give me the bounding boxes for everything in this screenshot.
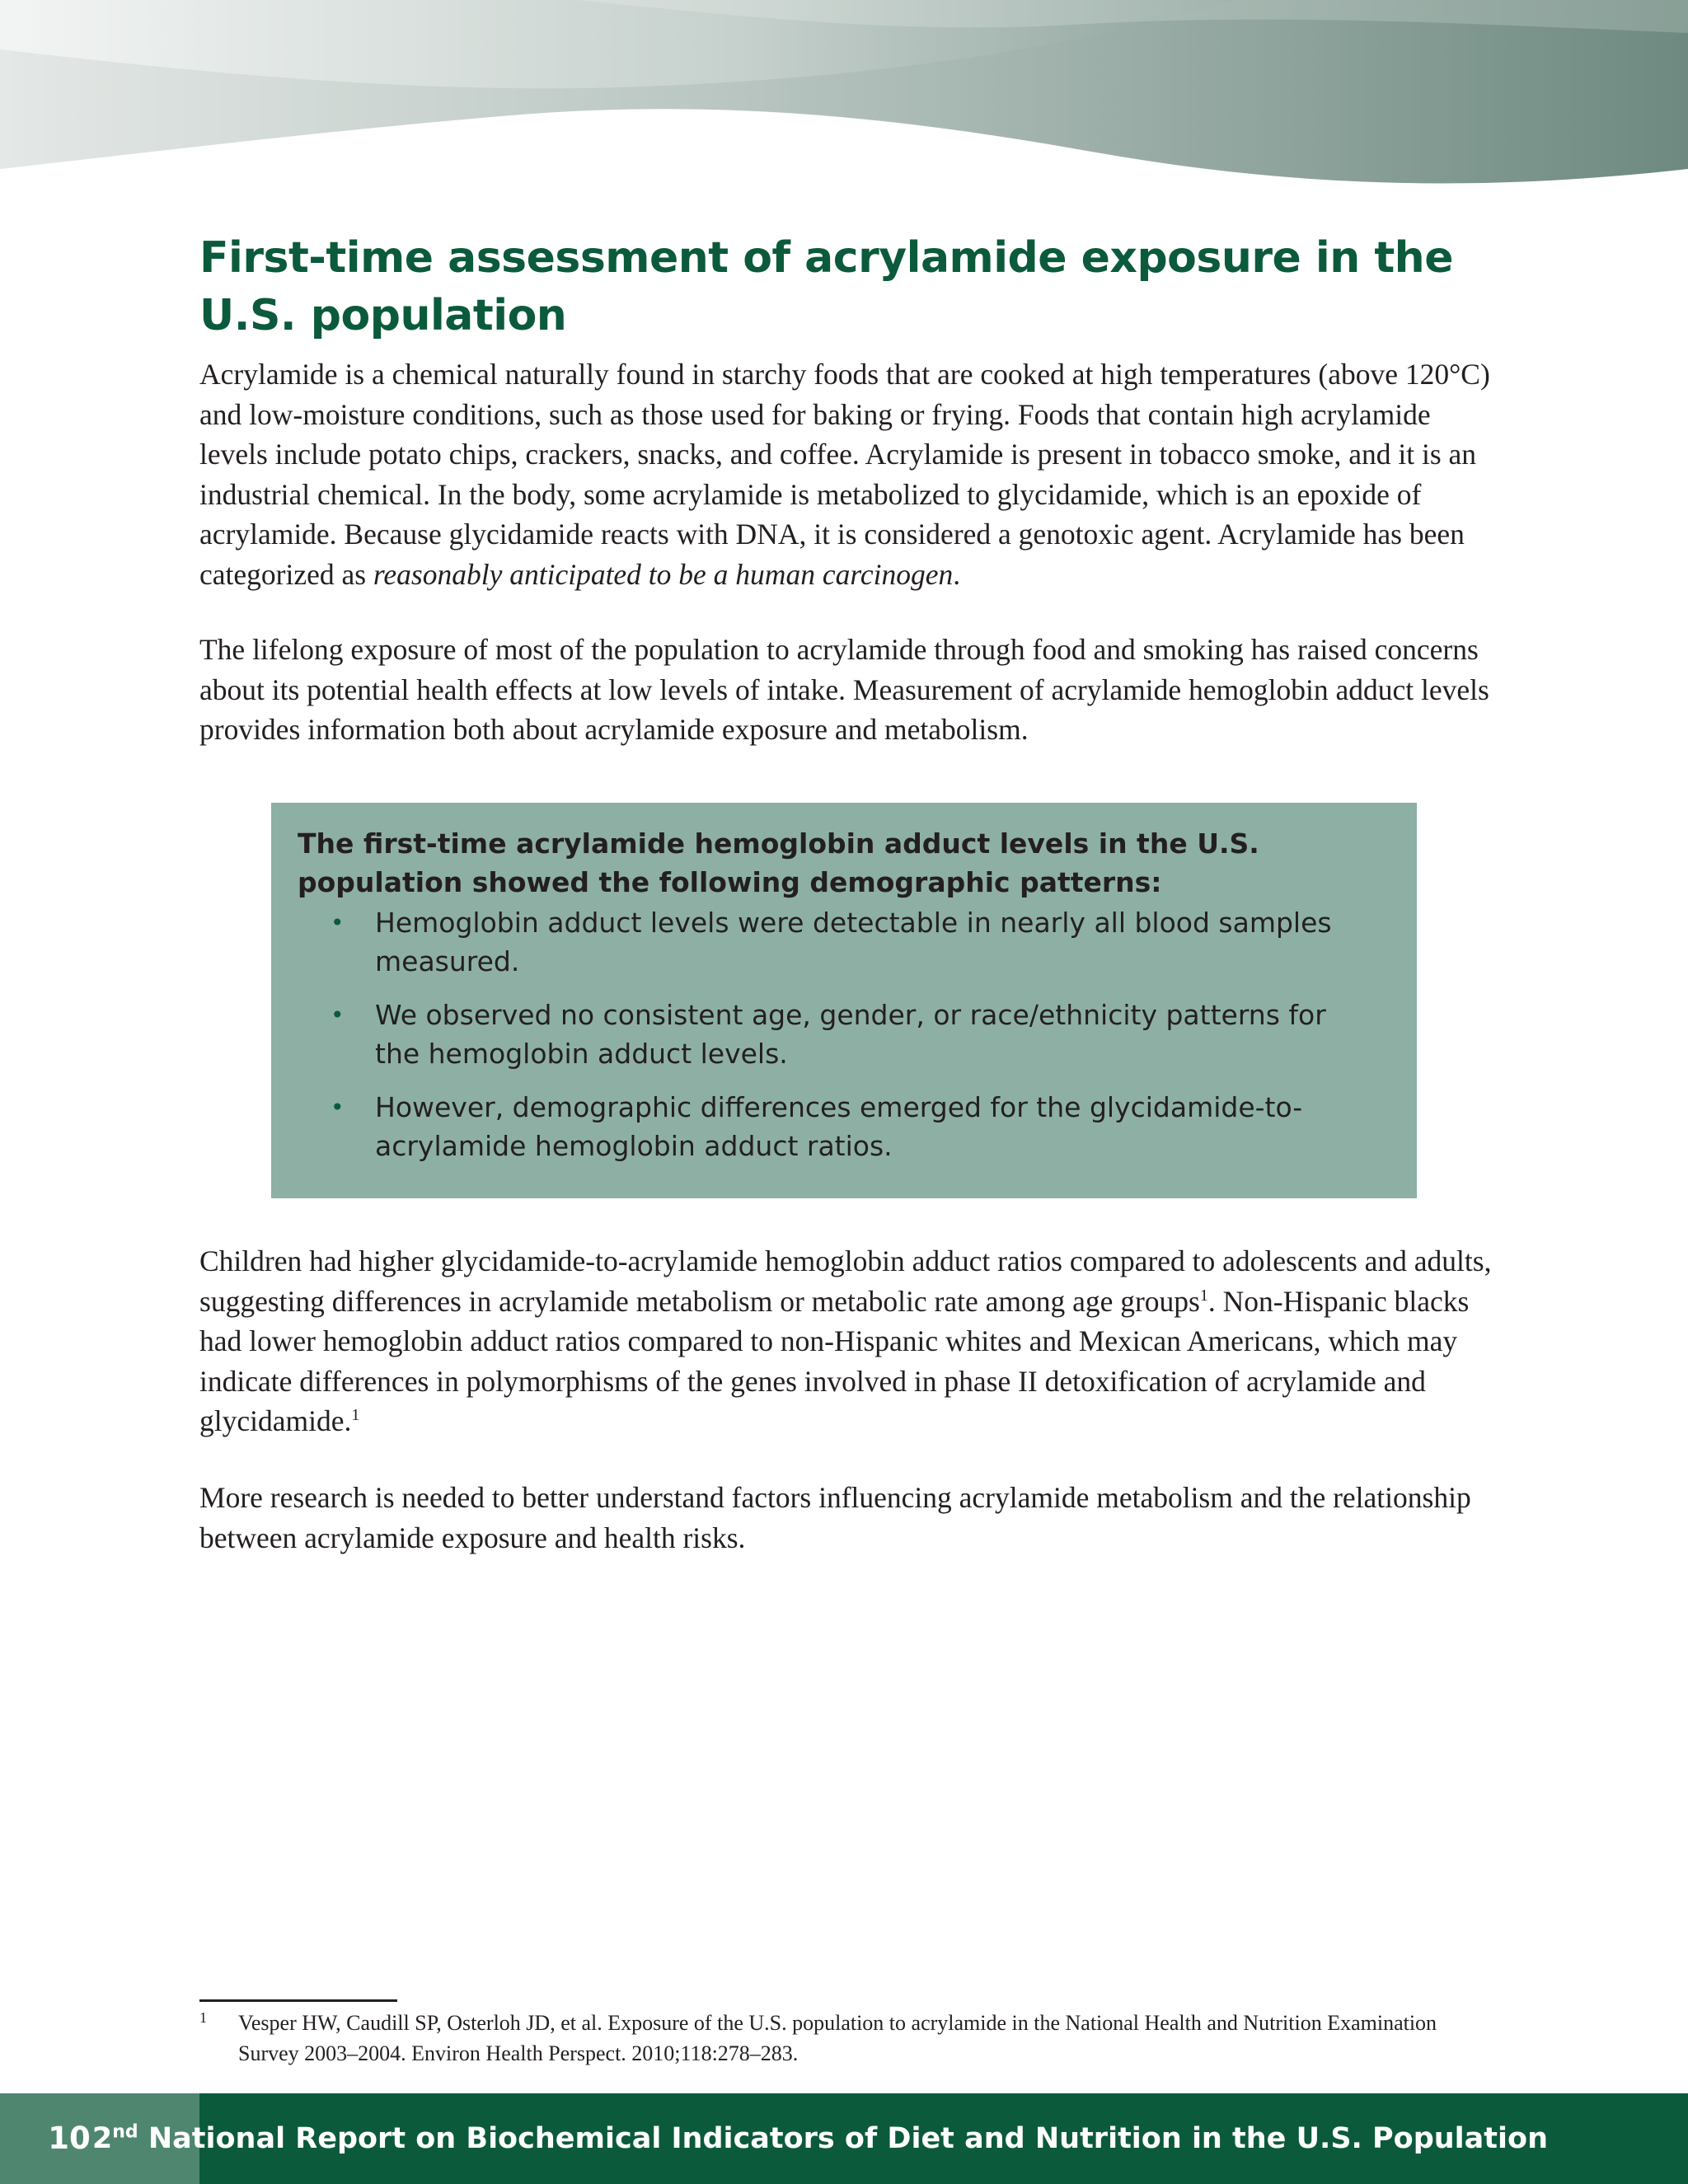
header-wave-banner — [0, 0, 1688, 198]
page-title: First-time assessment of acrylamide exposure in the U.S. population — [199, 233, 1453, 340]
intro-paragraph — [199, 354, 1502, 594]
intro-paragraph-end: . — [953, 557, 961, 591]
report-title-number: 2 — [91, 2122, 113, 2155]
footnote-divider — [199, 1999, 397, 2002]
research-paragraph: More research is needed to better understand factors influencing acrylamide metabolism and the relationship between acrylamide exposure and health risks. — [199, 1481, 1471, 1554]
ratios-paragraph-part1: Children had higher glycidamide-to-acrylamide hemoglobin adduct ratios compared to adolescents and adults, suggesting differences in acrylamide metabolism or metabolic rate among age groups — [199, 1244, 1492, 1318]
callout-list-item — [298, 903, 1369, 981]
callout-list-item — [298, 1088, 1369, 1165]
report-title — [92, 2093, 1548, 2184]
bullet-icon: • — [331, 909, 345, 936]
bullet-icon: • — [331, 1001, 345, 1029]
footnote-reference[interactable]: 1 — [1199, 1286, 1208, 1305]
callout-item-text: We observed no consistent age, gender, or race/ethnicity patterns for the hemoglobin adduct levels. — [375, 999, 1326, 1070]
callout-item-text: However, demographic differences emerged for the glycidamide-to-acrylamide hemoglobin adduct ratios. — [375, 1091, 1303, 1162]
callout-heading: The first-time acrylamide hemoglobin adduct levels in the U.S. population showed the following demographic patterns: — [298, 827, 1259, 898]
ratios-paragraph-part2: . Non-Hispanic blacks had lower hemoglobin adduct ratios compared to non-Hispanic whites and Mexican Americans, which may indicate differences in polymorphisms of the genes involved in phase II detoxification of acrylamide and glycidamide. — [199, 1284, 1470, 1437]
exposure-paragraph: The lifelong exposure of most of the population to acrylamide through food and smoking has raised concerns about its potential health effects at low levels of intake. Measurement of acrylamide hemoglobin adduct levels provides information both about acrylamide exposure and metabolism. — [199, 633, 1489, 746]
callout-list — [298, 903, 1369, 1180]
footnote-reference[interactable]: 1 — [351, 1406, 360, 1425]
footnote-text: Vesper HW, Caudill SP, Osterloh JD, et al. Exposure of the U.S. population to acrylamide in the National Health and Nutrition Examination Survey 2003–2004. Environ Health Perspect. 2010;118:278–283. — [238, 2011, 1437, 2065]
page-footer — [0, 2093, 1688, 2184]
report-title-text: National Report on Biochemical Indicators of Diet and Nutrition in the U.S. Population — [138, 2122, 1548, 2155]
page-number: 10 — [48, 2121, 91, 2156]
callout-list-item — [298, 996, 1369, 1073]
callout-item-text: Hemoglobin adduct levels were detectable in nearly all blood samples measured. — [375, 907, 1332, 977]
ratios-paragraph — [199, 1241, 1502, 1441]
footer-bar — [91, 2093, 1688, 2184]
report-title-ordinal: nd — [112, 2121, 138, 2143]
intro-paragraph-text: Acrylamide is a chemical naturally found in starchy foods that are cooked at high temperatures (above 120°C) and low-moisture conditions, such as those used for baking or frying. Foods that contain high acrylamide levels include potato chips, crackers, snacks, and coffee. Acrylamide is present in tobacco smoke, and it is an industrial chemical. In the body, some acrylamide is metabolized to glycidamide, which is an epoxide of acrylamide. Because glycidamide reacts with DNA, it is considered a genotoxic agent. Acrylamide has been categorized as — [199, 358, 1490, 591]
bullet-icon: • — [331, 1094, 345, 1121]
footnote — [199, 2008, 1485, 2069]
footnote-number: 1 — [199, 2009, 207, 2026]
carcinogen-emphasis: reasonably anticipated to be a human carcinogen — [373, 557, 954, 591]
findings-callout-box — [271, 803, 1417, 1198]
